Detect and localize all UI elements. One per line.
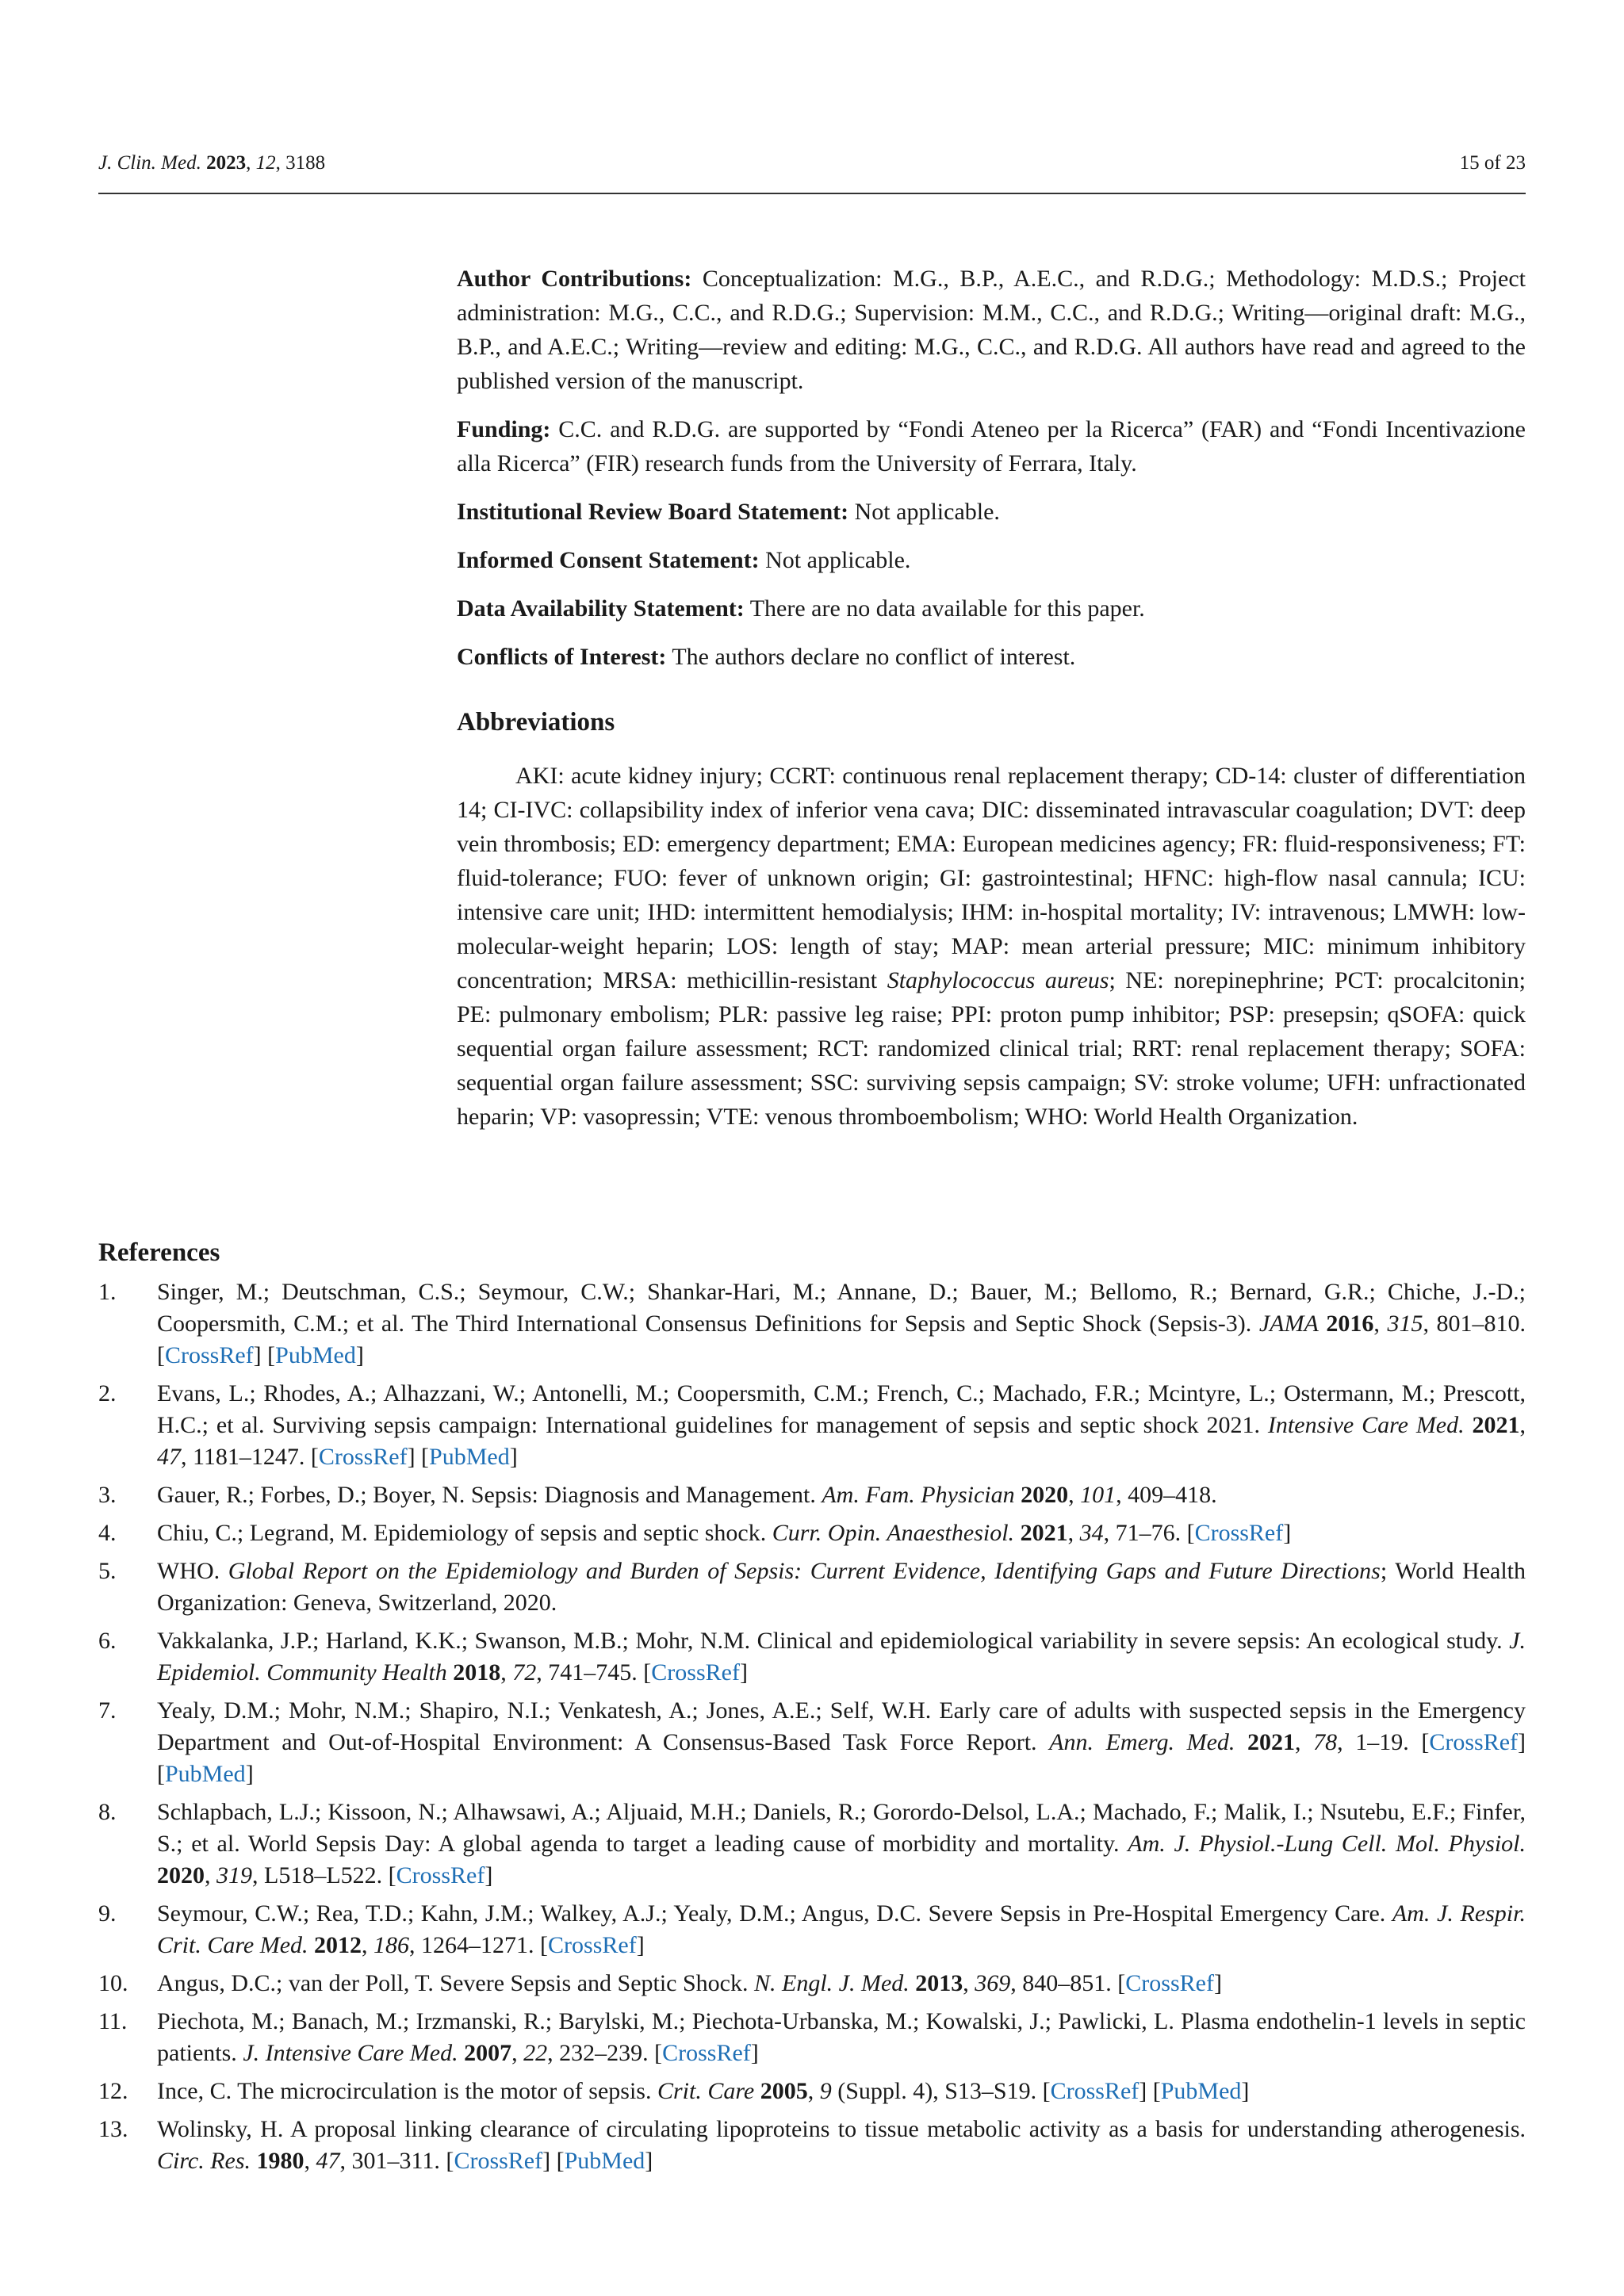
statement-label: Funding:: [457, 416, 551, 442]
reference-text: ,: [362, 1932, 374, 1958]
reference-number: 3.: [98, 1482, 117, 1508]
reference-item: [98, 2006, 1526, 2069]
reference-number: 4.: [98, 1520, 117, 1546]
reference-text: Circ. Res.: [157, 2148, 251, 2174]
reference-item: [98, 1968, 1526, 1999]
crossref-link[interactable]: CrossRef: [651, 1659, 740, 1686]
reference-text: 2018: [453, 1659, 501, 1686]
reference-text: 319: [216, 1862, 252, 1888]
reference-text: ,: [1373, 1311, 1388, 1337]
reference-text: , 1–19. [: [1337, 1729, 1430, 1755]
article-number: , 3188: [275, 152, 326, 174]
reference-text: , 840–851. [: [1010, 1970, 1126, 1996]
pubmed-link[interactable]: PubMed: [275, 1342, 356, 1368]
crossref-link[interactable]: CrossRef: [662, 2040, 751, 2066]
reference-text: 315: [1387, 1311, 1423, 1337]
statement-paragraph: [457, 412, 1526, 480]
reference-item: [98, 1898, 1526, 1961]
reference-item: [98, 2114, 1526, 2177]
reference-item: [98, 2076, 1526, 2107]
reference-number: 12.: [98, 2078, 128, 2104]
reference-text: ] [: [253, 1342, 276, 1368]
reference-text: ,: [1295, 1729, 1314, 1755]
statement-label: Conflicts of Interest:: [457, 644, 667, 670]
statement-text: Not applicable.: [848, 499, 1000, 525]
pubmed-link[interactable]: PubMed: [1160, 2078, 1242, 2104]
reference-text: ]: [1283, 1520, 1292, 1546]
reference-text: [1014, 1520, 1021, 1546]
reference-item: [98, 1625, 1526, 1689]
reference-text: ]: [1241, 2078, 1250, 2104]
reference-number: 8.: [98, 1799, 117, 1825]
reference-text: ,: [511, 2040, 524, 2066]
reference-text: , L518–L522. [: [252, 1862, 396, 1888]
reference-number: 11.: [98, 2008, 128, 2034]
reference-text: Chiu, C.; Legrand, M. Epidemiology of sepsis and septic shock.: [157, 1520, 772, 1546]
statement-text: Not applicable.: [759, 547, 911, 573]
reference-number: 13.: [98, 2116, 128, 2142]
reference-text: N. Engl. J. Med.: [754, 1970, 910, 1996]
statement-text: There are no data available for this paper.: [744, 595, 1145, 622]
reference-text: [1319, 1311, 1327, 1337]
reference-text: Intensive Care Med.: [1267, 1412, 1465, 1438]
statement-paragraph: [457, 543, 1526, 577]
reference-text: ]: [645, 2148, 653, 2174]
journal-volume: 12: [255, 152, 276, 174]
reference-text: , 1264–1271. [: [409, 1932, 549, 1958]
reference-item: [98, 1276, 1526, 1372]
reference-text: [1235, 1729, 1247, 1755]
crossref-link[interactable]: CrossRef: [1194, 1520, 1284, 1546]
reference-text: 47: [316, 2148, 340, 2174]
reference-text: ]: [739, 1659, 748, 1686]
reference-text: Gauer, R.; Forbes, D.; Boyer, N. Sepsis: Diagnosis and Management.: [157, 1482, 822, 1508]
reference-item: [98, 1695, 1526, 1790]
reference-list: [98, 1276, 1526, 2177]
reference-text: ] [: [407, 1444, 430, 1470]
reference-text: Seymour, C.W.; Rea, T.D.; Kahn, J.M.; Walkey, A.J.; Yealy, D.M.; Angus, D.C. Severe Sepsis in Pre-Hospital Emergency Care.: [157, 1900, 1392, 1927]
reference-text: [308, 1932, 315, 1958]
reference-text: ; World Health Organization: Geneva, Switzerland, 2020.: [157, 1558, 1526, 1616]
pubmed-link[interactable]: PubMed: [165, 1761, 246, 1787]
reference-text: ]: [245, 1761, 254, 1787]
statement-paragraph: [457, 262, 1526, 398]
crossref-link[interactable]: CrossRef: [1125, 1970, 1214, 1996]
reference-text: (Suppl. 4), S13–S19. [: [831, 2078, 1051, 2104]
reference-item: [98, 1797, 1526, 1892]
reference-number: 6.: [98, 1628, 117, 1654]
reference-text: 2013: [915, 1970, 963, 1996]
statements-section: [457, 262, 1526, 674]
crossref-link[interactable]: CrossRef: [454, 2148, 543, 2174]
reference-text: ] [: [157, 1729, 1526, 1787]
reference-text: ]: [355, 1342, 364, 1368]
reference-text: ,: [963, 1970, 975, 1996]
reference-text: , 409–418.: [1116, 1482, 1217, 1508]
reference-text: Global Report on the Epidemiology and Burden of Sepsis: Current Evidence, Identifying Gaps and Future Directions: [228, 1558, 1381, 1584]
reference-text: Ince, C. The microcirculation is the motor of sepsis.: [157, 2078, 657, 2104]
abbreviations-heading: Abbreviations: [457, 708, 615, 737]
reference-text: Curr. Opin. Anaesthesiol.: [772, 1520, 1015, 1546]
header-divider: [98, 193, 1526, 194]
reference-text: J. Intensive Care Med.: [243, 2040, 458, 2066]
statement-paragraph: [457, 640, 1526, 674]
reference-text: ,: [1068, 1482, 1081, 1508]
reference-text: 2021: [1247, 1729, 1296, 1755]
crossref-link[interactable]: CrossRef: [1429, 1729, 1519, 1755]
reference-text: 22: [523, 2040, 548, 2066]
pubmed-link[interactable]: PubMed: [429, 1444, 510, 1470]
reference-text: 2020: [1021, 1482, 1069, 1508]
reference-text: Crit. Care: [657, 2078, 755, 2104]
reference-text: Vakkalanka, J.P.; Harland, K.K.; Swanson, M.B.; Mohr, N.M. Clinical and epidemiological variability in severe sepsis: An ecological study.: [157, 1628, 1510, 1654]
pubmed-link[interactable]: PubMed: [564, 2148, 645, 2174]
journal-year: 2023: [206, 152, 247, 174]
reference-text: [251, 2148, 257, 2174]
crossref-link[interactable]: CrossRef: [396, 1862, 485, 1888]
reference-text: 47: [157, 1444, 181, 1470]
reference-text: ]: [509, 1444, 518, 1470]
reference-text: 78: [1313, 1729, 1338, 1755]
reference-text: ]: [750, 2040, 759, 2066]
reference-number: 1.: [98, 1279, 117, 1305]
running-header: [98, 151, 1526, 176]
reference-text: , 71–76. [: [1103, 1520, 1195, 1546]
reference-text: J. Epidemiol. Community Health: [157, 1628, 1526, 1686]
reference-number: 5.: [98, 1558, 117, 1584]
reference-text: Yealy, D.M.; Mohr, N.M.; Shapiro, N.I.; Venkatesh, A.; Jones, A.E.; Self, W.H. Early care of adults with suspected sepsis in the Emergency Department and Out-of-Hospital Environment: A Consensus-Based Task Force Report.: [157, 1697, 1526, 1755]
crossref-link[interactable]: CrossRef: [318, 1444, 408, 1470]
reference-text: Wolinsky, H. A proposal linking clearance of circulating lipoproteins to tissue metabolic activity as a basis for understanding atherogenesis.: [157, 2116, 1526, 2142]
statement-label: Data Availability Statement:: [457, 595, 745, 622]
reference-text: 2016: [1326, 1311, 1374, 1337]
journal-citation: J. Clin. Med. 2023, 12, 3188: [98, 152, 326, 174]
reference-number: 10.: [98, 1970, 128, 1996]
statement-label: Author Contributions:: [457, 266, 692, 292]
reference-text: 9: [819, 2078, 832, 2104]
reference-number: 7.: [98, 1697, 117, 1724]
reference-text: ,: [1067, 1520, 1080, 1546]
reference-text: ] [: [542, 2148, 565, 2174]
reference-item: [98, 1479, 1526, 1511]
reference-text: JAMA: [1258, 1311, 1319, 1337]
reference-text: [1015, 1482, 1021, 1508]
abbreviations-text: AKI: acute kidney injury; CCRT: continuous renal replacement therapy; CD-14: cluster of differentiation 14; CI-IVC: collapsibility index of inferior vena cava; DIC: disseminated intravascular coagulation; DVT: deep vein thrombosis; ED: emergency department; EMA: European medicines agency; FR: fluid-responsiveness; FT: fluid-tolerance; FUO: fever of unknown origin; GI: gastrointestinal; HFNC: high-flow nasal cannula; ICU: intensive care unit; IHD: intermittent hemodialysis; IHM: in-hospital mortality; IV: intravenous; LMWH: low-molecular-weight heparin; LOS: length of stay; MAP: mean arterial pressure; MIC: minimum inhibitory concentration; MRSA: methicillin-resistant Staphylococcus aureus; NE: norepinephrine; PCT: procalcitonin; PE: pulmonary embolism; PLR: passive leg raise; PPI: proton pump inhibitor; PSP: presepsin; qSOFA: quick sequential organ failure assessment; RCT: randomized clinical trial; RRT: renal replacement therapy; SOFA: sequential organ failure assessment; SSC: surviving sepsis campaign; SV: stroke volume; UFH: unfractionated heparin; VP: vasopressin; VTE: venous thromboembolism; WHO: World Health Organization.: [457, 763, 1526, 1130]
reference-text: [458, 2040, 465, 2066]
reference-text: WHO.: [157, 1558, 228, 1584]
reference-text: [1465, 1412, 1473, 1438]
reference-text: Am. Fam. Physician: [822, 1482, 1015, 1508]
reference-text: 34: [1079, 1520, 1104, 1546]
reference-text: 2007: [464, 2040, 512, 2066]
reference-text: , 232–239. [: [547, 2040, 663, 2066]
reference-text: ,: [500, 1659, 513, 1686]
reference-text: , 1181–1247. [: [181, 1444, 319, 1470]
reference-text: Ann. Emerg. Med.: [1049, 1729, 1235, 1755]
statement-label: Informed Consent Statement:: [457, 547, 760, 573]
statement-text: Conceptualization: M.G., B.P., A.E.C., and R.D.G.; Methodology: M.D.S.; Project administration: M.G., C.C., and R.D.G.; Supervision: M.M., C.C., and R.D.G.; Writing—original draft: M.G., B.P., and A.E.C.; Writing—review and editing: M.G., C.C., and R.D.G. All authors have read and agreed to the published version of the manuscript.: [457, 266, 1526, 394]
references-section: [98, 1237, 1526, 2183]
reference-text: Piechota, M.; Banach, M.; Irzmanski, R.; Barylski, M.; Piechota-Urbanska, M.; Kowalski, J.; Pawlicki, L. Plasma endothelin-1 levels in septic patients.: [157, 2008, 1526, 2066]
crossref-link[interactable]: CrossRef: [548, 1932, 637, 1958]
reference-text: Evans, L.; Rhodes, A.; Alhazzani, W.; Antonelli, M.; Coopersmith, C.M.; French, C.; Machado, F.R.; Mcintyre, L.; Ostermann, M.; Prescott, H.C.; et al. Surviving sepsis campaign: International guidelines for management of sepsis and septic shock 2021.: [157, 1380, 1526, 1438]
reference-text: ] [: [1139, 2078, 1161, 2104]
reference-text: 2021: [1472, 1412, 1520, 1438]
crossref-link[interactable]: CrossRef: [165, 1342, 254, 1368]
reference-text: ]: [1213, 1970, 1222, 1996]
reference-text: ]: [636, 1932, 645, 1958]
journal-name: J. Clin. Med.: [98, 152, 201, 174]
reference-text: ,: [1519, 1412, 1526, 1438]
crossref-link[interactable]: CrossRef: [1050, 2078, 1139, 2104]
reference-text: 2012: [314, 1932, 362, 1958]
reference-text: Singer, M.; Deutschman, C.S.; Seymour, C.W.; Shankar-Hari, M.; Annane, D.; Bauer, M.; Bellomo, R.; Bernard, G.R.; Chiche, J.-D.; Coopersmith, C.M.; et al. The Third International Consensus Definitions for Sepsis and Septic Shock (Sepsis-3).: [157, 1279, 1526, 1337]
reference-item: [98, 1517, 1526, 1549]
page-number: 15 of 23: [1459, 152, 1526, 174]
reference-text: ,: [304, 2148, 316, 2174]
reference-text: ]: [485, 1862, 493, 1888]
reference-text: , 741–745. [: [536, 1659, 652, 1686]
reference-number: 9.: [98, 1900, 117, 1927]
references-heading: References: [98, 1238, 220, 1267]
reference-text: Schlapbach, L.J.; Kissoon, N.; Alhawsawi, A.; Aljuaid, M.H.; Daniels, R.; Gorordo-Delsol, L.A.; Machado, F.; Malik, I.; Nsutebu, E.F.; Finfer, S.; et al. World Sepsis Day: A global agenda to target a leading cause of morbidity and mortality.: [157, 1799, 1526, 1857]
reference-text: ,: [807, 2078, 820, 2104]
reference-text: Am. J. Respir. Crit. Care Med.: [157, 1900, 1526, 1958]
reference-text: , 301–311. [: [339, 2148, 454, 2174]
reference-text: , 801–810. [: [157, 1311, 1526, 1368]
reference-text: 2021: [1020, 1520, 1068, 1546]
statement-paragraph: [457, 591, 1526, 626]
reference-text: 2005: [760, 2078, 808, 2104]
statement-text: The authors declare no conflict of interest.: [666, 644, 1076, 670]
back-matter: [457, 262, 1526, 1148]
statement-text: C.C. and R.D.G. are supported by “Fondi Ateneo per la Ricerca” (FAR) and “Fondi Incentivazione alla Ricerca” (FIR) research funds from the University of Ferrara, Italy.: [457, 416, 1526, 476]
reference-text: Angus, D.C.; van der Poll, T. Severe Sepsis and Septic Shock.: [157, 1970, 754, 1996]
reference-item: [98, 1556, 1526, 1619]
statement-label: Institutional Review Board Statement:: [457, 499, 849, 525]
reference-item: [98, 1378, 1526, 1473]
reference-text: 1980: [256, 2148, 304, 2174]
reference-text: ,: [205, 1862, 216, 1888]
reference-number: 2.: [98, 1380, 117, 1406]
reference-text: 101: [1080, 1482, 1116, 1508]
reference-text: 2020: [157, 1862, 205, 1888]
reference-text: Am. J. Physiol.-Lung Cell. Mol. Physiol.: [1128, 1831, 1526, 1857]
statement-paragraph: [457, 495, 1526, 529]
reference-text: 72: [512, 1659, 537, 1686]
reference-text: 369: [975, 1970, 1011, 1996]
reference-text: 186: [373, 1932, 410, 1958]
reference-text: [754, 2078, 760, 2104]
